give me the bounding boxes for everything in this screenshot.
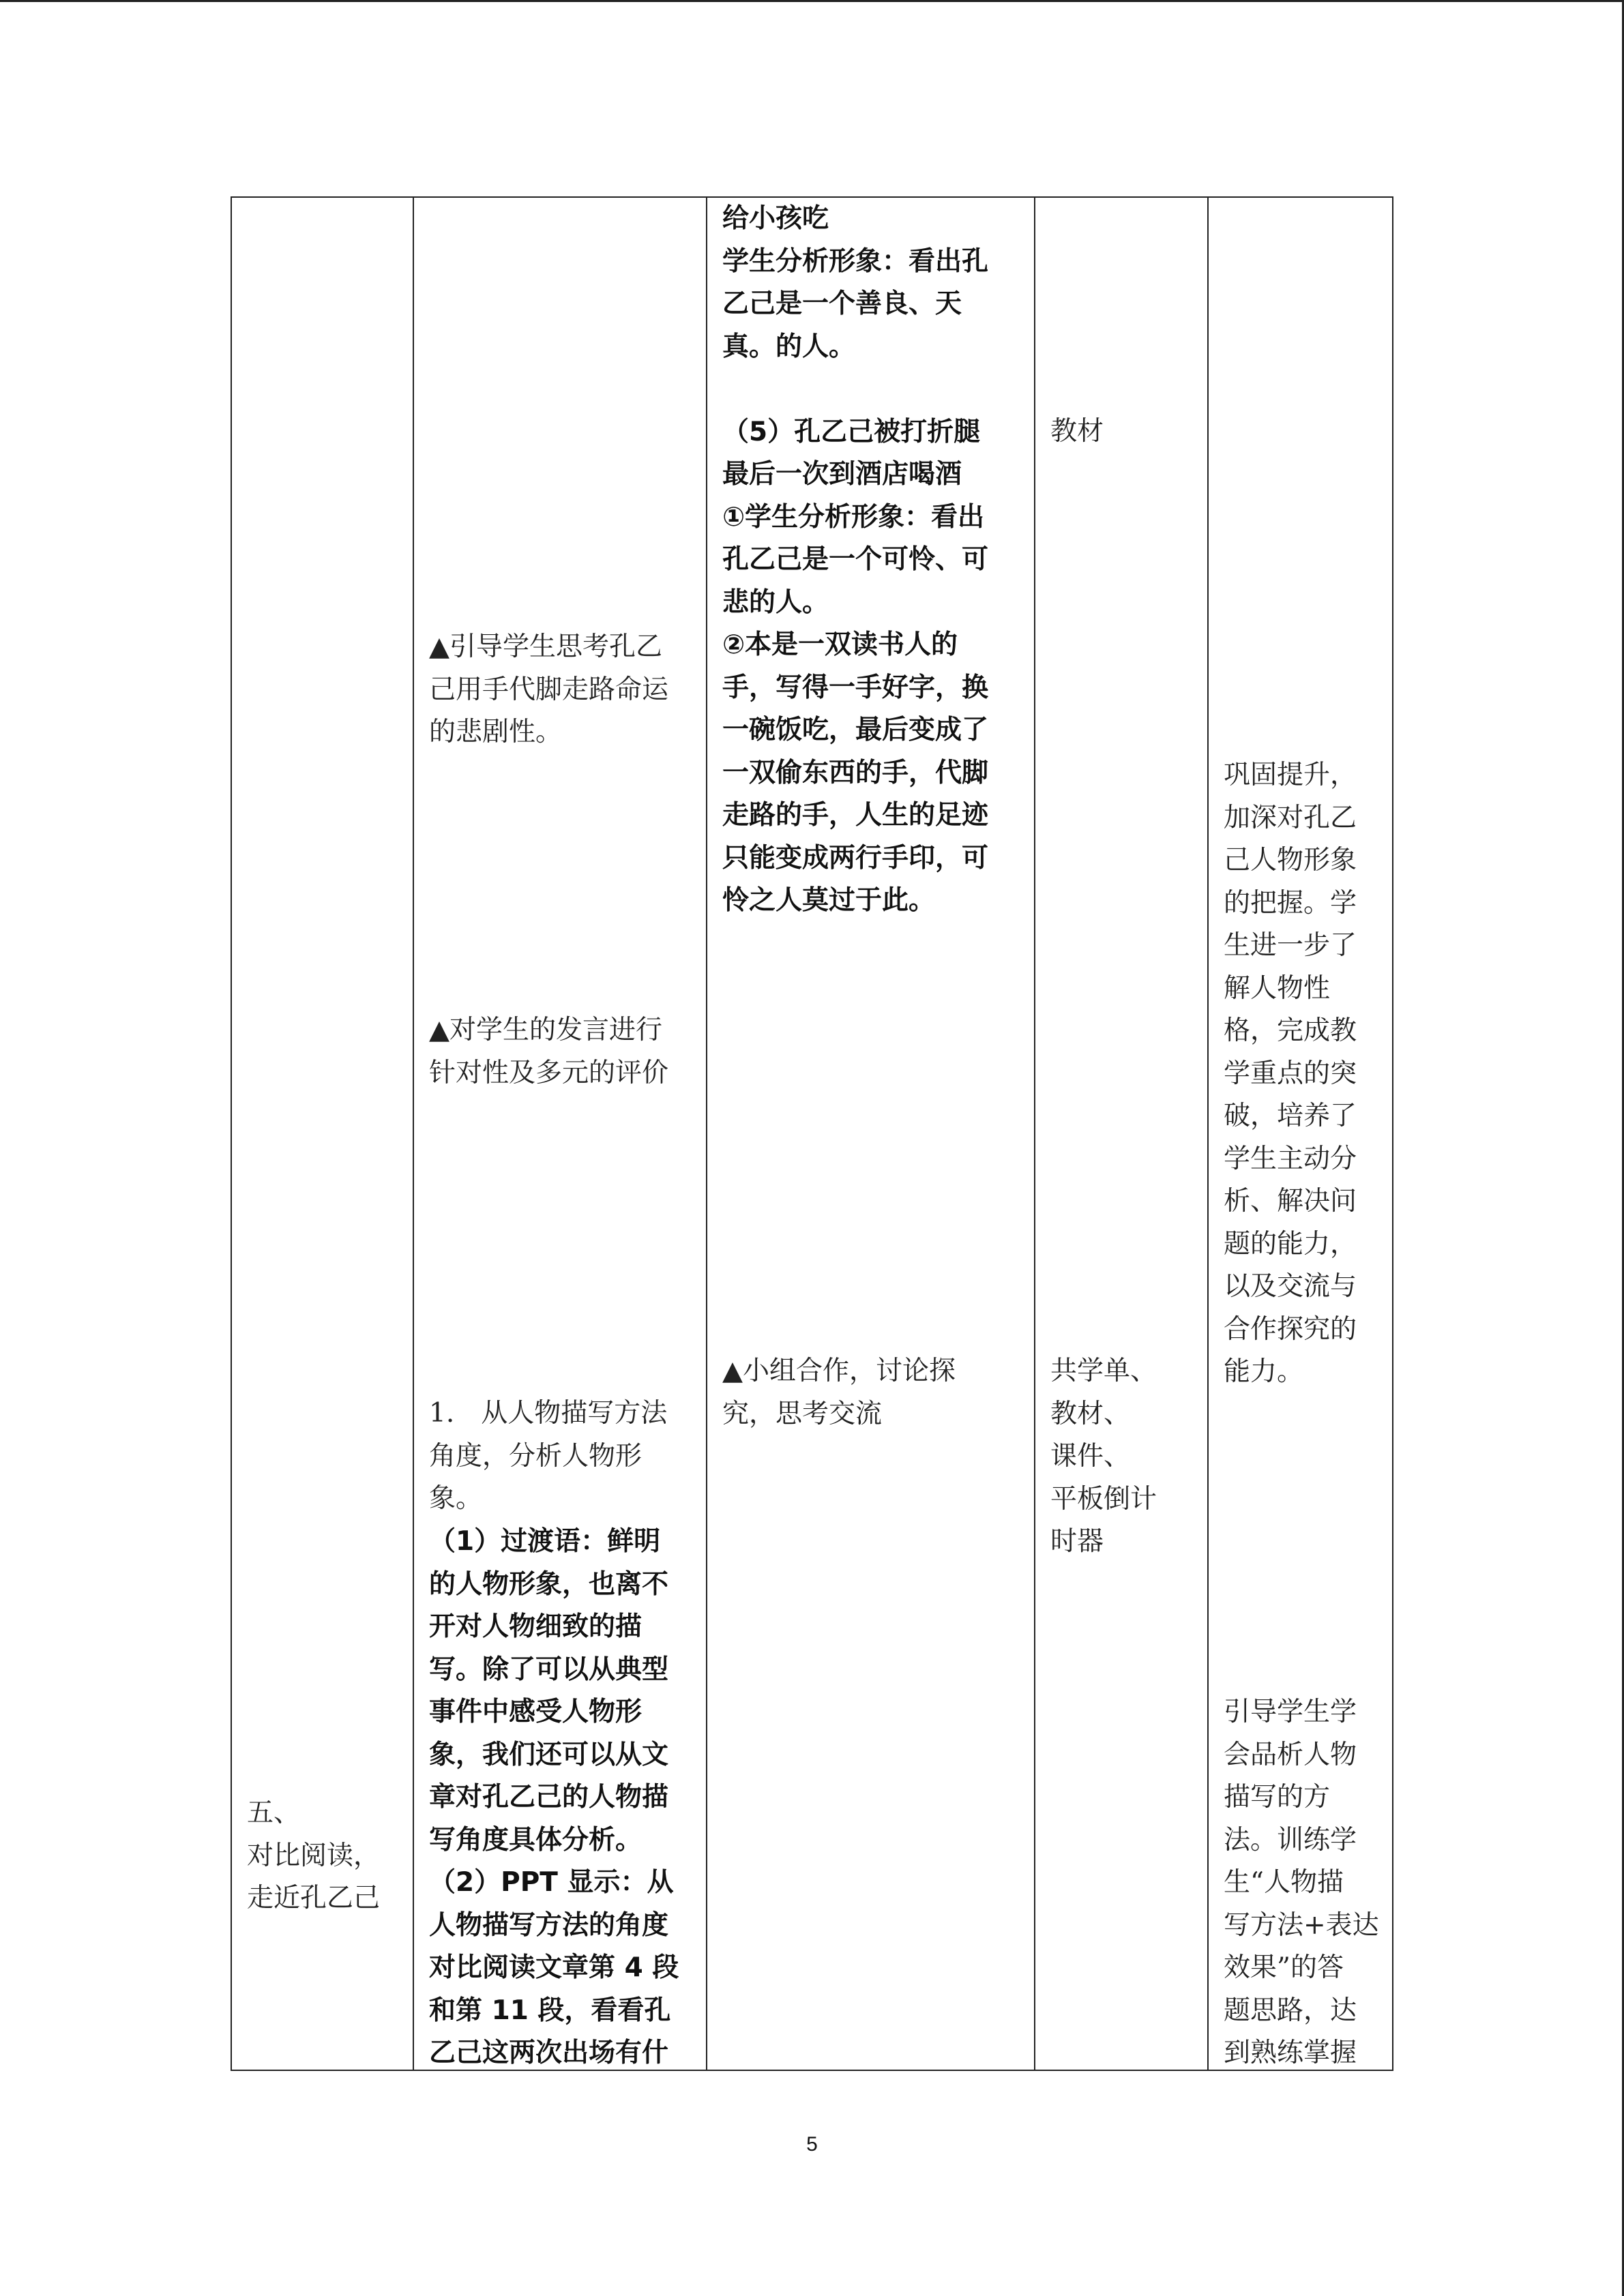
student-activity-column bbox=[706, 198, 1034, 2070]
page-top-border bbox=[0, 0, 1624, 2]
page-number: 5 bbox=[806, 2133, 818, 2156]
design-intent-column bbox=[1207, 198, 1395, 2070]
teacher-evaluate: ▲对学生的发言进行 针对性及多元的评价 bbox=[429, 1015, 669, 1088]
teacher-transition-and-ppt: （1）过渡语：鲜明 的人物形象，也离不 开对人物细致的描 写。除了可以从典型 事件中感受人物形 象，我们还可以从文 章对孔乙己的人物描 写角度具体分析。 （2）PPT 显示：从 人物描写方法的角度 对比阅读文章第 4 段 和第 11 段，看看孔 乙己这两次出场有什 bbox=[429, 1526, 679, 2068]
teacher-guide-think: ▲引导学生思考孔乙 己用手代脚走路命运 的悲剧性。 bbox=[429, 631, 669, 747]
resource-column bbox=[1034, 198, 1207, 2070]
teacher-method-intro: 1. 从人物描写方法 角度，分析人物形 象。 bbox=[429, 1398, 668, 1514]
student-analysis-main: 给小孩吃 学生分析形象：看出孔 乙己是一个善良、天 真。的人。 （5）孔乙己被打折腿 最后一次到酒店喝酒 ①学生分析形象：看出 孔乙己是一个可怜、可 悲的人。 ②本是一双读书人的 手，写得一手好字，换 一碗饭吃，最后变成了 一双偷东西的手，代脚 走路的手，人生的足迹 只能变成两行手印，可 怜之人莫过于此。 bbox=[722, 203, 989, 916]
intent-guide-method: 引导学生学 会品析人物 描写的方 法。训练学 生“人物描 写方法+表达 效果”的答 题思路，达 到熟练掌握 bbox=[1224, 1697, 1379, 2068]
student-group-work: ▲小组合作，讨论探 究，思考交流 bbox=[722, 1356, 956, 1429]
resource-textbook: 教材 bbox=[1050, 416, 1104, 447]
stage-label: 五、 对比阅读， 走近孔乙己 bbox=[247, 1798, 381, 1913]
resource-materials: 共学单、 教材、 课件、 平板倒计 时器 bbox=[1050, 1356, 1157, 1557]
intent-consolidate: 巩固提升， 加深对孔乙 己人物形象 的把握。学 生进一步了 解人物性 格，完成教 学重点的突 破，培养了 学生主动分 析、解决问 题的能力， 以及交流与 合作探究的 能力。 bbox=[1224, 760, 1357, 1387]
stage-column bbox=[232, 198, 413, 2070]
lesson-plan-table bbox=[231, 196, 1393, 2071]
teacher-activity-column bbox=[413, 198, 706, 2070]
